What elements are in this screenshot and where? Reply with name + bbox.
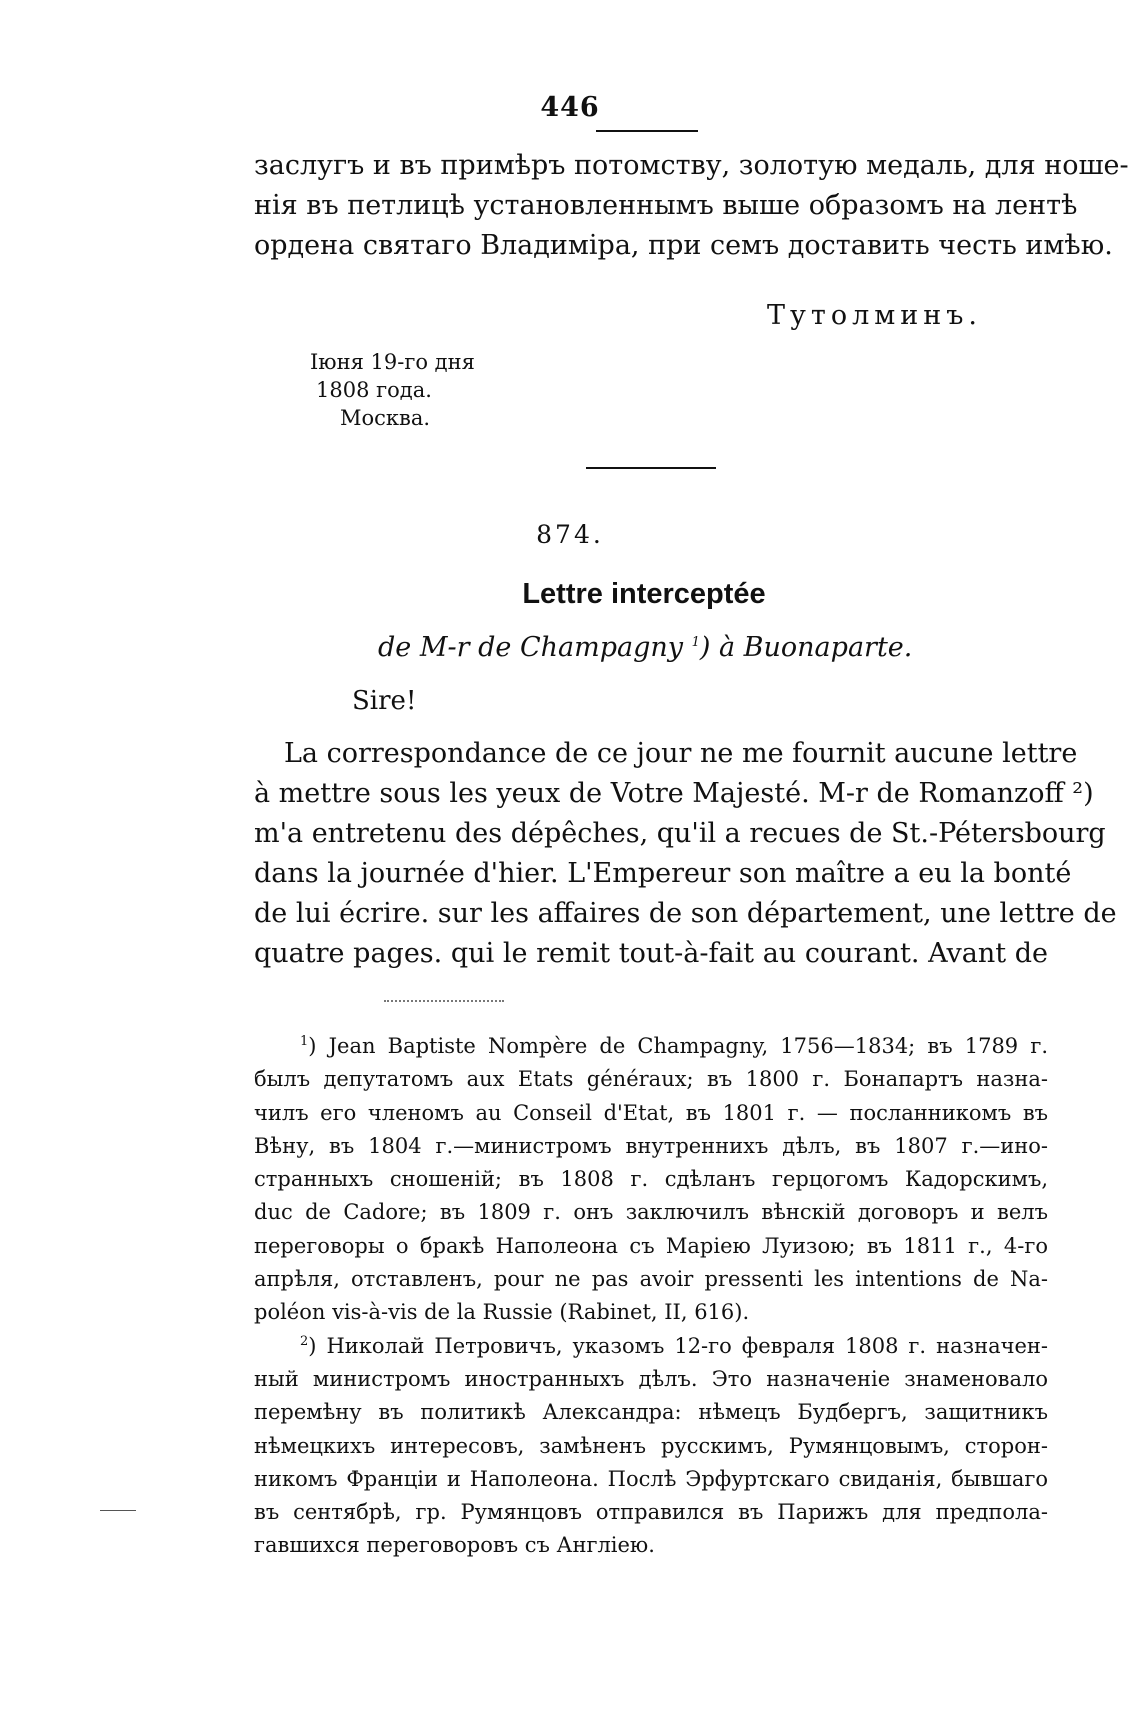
footnote-marker: 1 [300,1034,309,1049]
intro-line: заслугъ и въ примѣръ потомству, золотую медаль, для ноше- [254,150,1129,181]
signature: Тутолминъ. [767,300,982,331]
footnote-line: Вѣну, въ 1804 г.—министромъ внутреннихъ дѣлъ, въ 1807 г.—ино- [254,1133,1048,1158]
footnote-text: ) Николай Петровичъ, указомъ 12-го февраля 1808 г. назначен- [308,1333,1048,1358]
dateline-place: Москва. [340,406,431,430]
dateline [310,348,475,432]
intro-line: ордена святаго Владиміра, при семъ доставить честь имѣю. [254,230,1113,261]
subtitle-text: de M-r de Champagny [378,632,684,663]
footnote-line: былъ депутатомъ aux Etats généraux; въ 1800 г. Бонапартъ назна- [254,1067,1048,1092]
document-number: 874. [536,520,604,549]
letter-line: de lui écrire. sur les affaires de son département, une lettre de [254,898,1117,929]
footnote-line: чилъ его членомъ au Conseil d'Etat, въ 1801 г. — посланникомъ въ [254,1100,1048,1125]
footnote-line: нѣмецкихъ интересовъ, замѣненъ русскимъ, Румянцовымъ, сторон- [254,1433,1048,1458]
footnote-line: гавшихся переговоровъ съ Англіею. [254,1533,655,1558]
footnote-separator [384,1000,504,1002]
margin-mark [100,1510,136,1511]
footnote-line: никомъ Франціи и Наполеона. Послѣ Эрфуртскаго свиданія, бывшаго [254,1466,1048,1491]
letter-line: La correspondance de ce jour ne me fournit aucune lettre [284,738,1078,769]
footnote-line [254,1030,1048,1063]
dateline-date: Іюня 19-го дня [310,350,475,374]
letter-line: quatre pages. qui le remit tout-à-fait au courant. Avant de [254,938,1048,969]
footnote-text: ) Jean Baptiste Nompère de Champagny, 1756—1834; въ 1789 г. [308,1034,1048,1058]
footnote-line: poléon vis-à-vis de la Russie (Rabinet, II, 616). [254,1300,750,1325]
letter-line: dans la journée d'hier. L'Empereur son maître a eu la bonté [254,858,1072,889]
page-number: 446 [540,92,600,123]
footnote-line [254,1330,1048,1363]
footnote-marker: 2 [300,1333,309,1349]
letter-paragraph [254,734,1117,974]
document-subtitle [378,632,912,663]
footnote-line: перемѣну въ политикѣ Александра: нѣмецъ Будбергъ, защитникъ [254,1400,1048,1425]
subtitle-text: ) à Buonaparte. [699,632,913,663]
page-number-rule [596,130,698,132]
footnote-line: странныхъ сношеній; въ 1808 г. сдѣланъ герцогомъ Кадорскимъ, [254,1167,1048,1192]
footnote-ref: 1 [691,635,700,650]
footnotes [254,1030,1048,1563]
intro-line: нія въ петлицѣ установленнымъ выше образомъ на лентѣ [254,190,1078,221]
letter-line: à mettre sous les yeux de Votre Majesté. M-r de Romanzoff ²) [254,778,1094,809]
footnote-line: апрѣля, отставленъ, pour ne pas avoir pressenti les intentions de Na- [254,1267,1048,1292]
document-title: Lettre interceptée [522,578,766,610]
letter-line: m'a entretenu des dépêches, qu'il a recues de St.-Pétersbourg [254,818,1106,849]
salutation: Sire! [352,686,417,716]
footnote-line: въ сентябрѣ, гр. Румянцовъ отправился въ Парижъ для предпола- [254,1500,1048,1525]
section-divider [586,467,716,469]
dateline-year: 1808 года. [316,378,432,402]
footnote-line: duc de Cadore; въ 1809 г. онъ заключилъ вѣнскій договоръ и велъ [254,1200,1048,1225]
intro-paragraph [254,146,1129,266]
footnote-line: ный министромъ иностранныхъ дѣлъ. Это назначеніе знаменовало [254,1366,1048,1391]
footnote-line: переговоры о бракѣ Наполеона съ Маріею Луизою; въ 1811 г., 4-го [254,1233,1048,1258]
